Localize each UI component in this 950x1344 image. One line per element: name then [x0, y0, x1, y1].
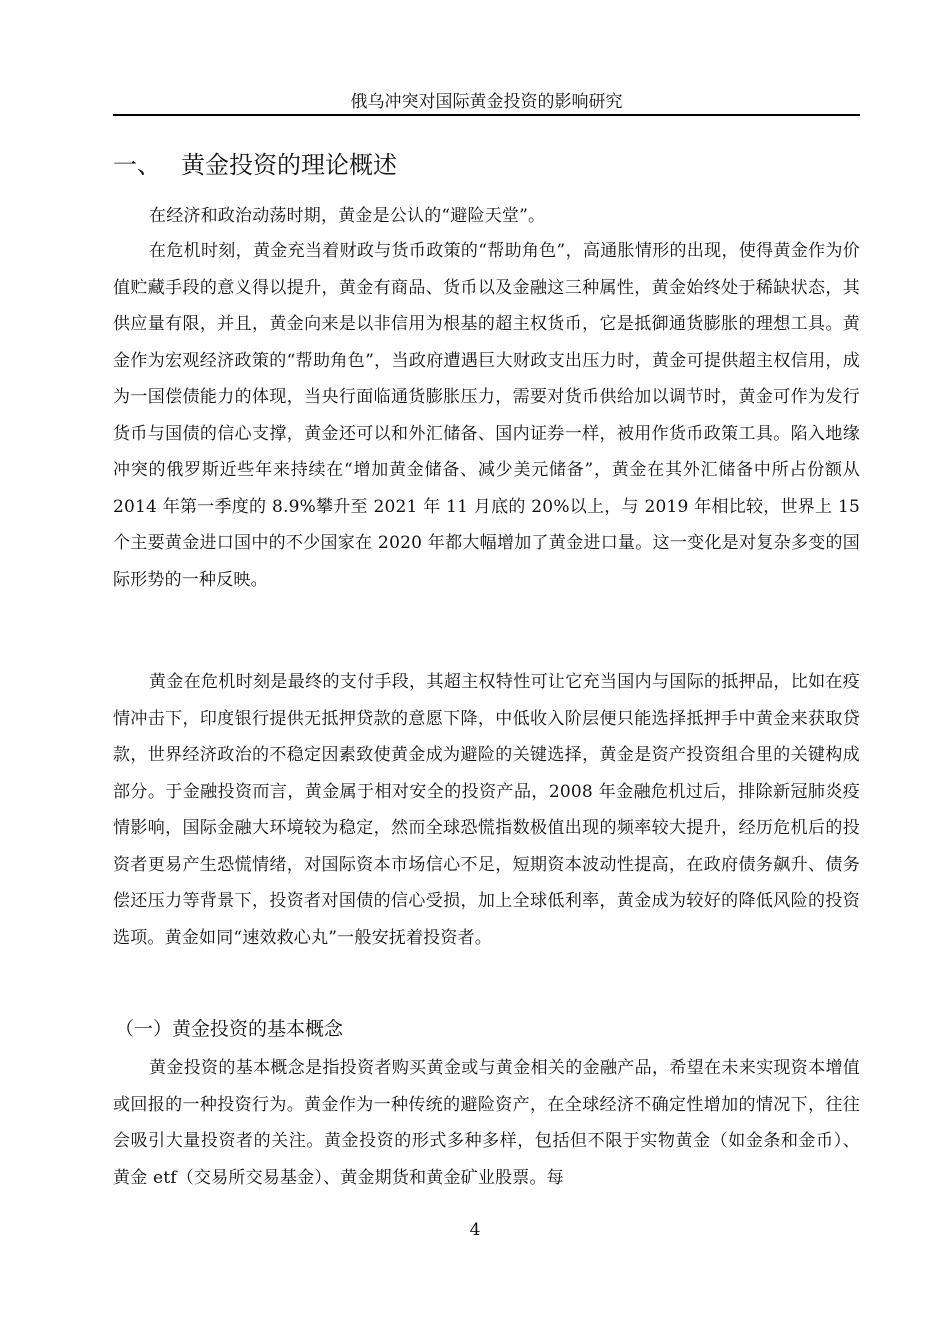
paragraph-4: 黄金投资的基本概念是指投资者购买黄金或与黄金相关的金融产品，希望在未来实现资本增值或回报的一种投资行为。黄金作为一种传统的避险资产，在全球经济不确定性增加的情况下，往往会吸引大量投资者的关注。黄金投资的形式多种多样，包括但不限于实物黄金（如金条和金币）、黄金 etf（交易所交易基金）、黄金期货和黄金矿业股票。每 — [113, 1058, 860, 1188]
paragraph-3: 黄金在危机时刻是最终的支付手段，其超主权特性可让它充当国内与国际的抵押品，比如在疫情冲击下，印度银行提供无抵押贷款的意愿下降，中低收入阶层便只能选择抵押手中黄金来获取贷款，世界经济政治的不稳定因素致使黄金成为避险的关键选择，黄金是资产投资组合里的关键构成部分。于金融投资而言，黄金属于相对安全的投资产品，2008 年金融危机过后，排除新冠肺炎疫情影响，国际金融大环境较为稳定，然而全球恐慌指数极值出现的频率较大提升，经历危机后的投资者更易产生恐慌情绪，对国际资本市场信心不足，短期资本波动性提高，在政府债务飙升、债务偿还压力等背景下，投资者对国债的信心受损，加上全球低利率，黄金成为较好的降低风险的投资选项。黄金如同“速效救心丸”一般安抚着投资者。 — [113, 672, 860, 948]
paragraph-2: 在危机时刻，黄金充当着财政与货币政策的“帮助角色”，高通胀情形的出现，使得黄金作为价值贮藏手段的意义得以提升，黄金有商品、货币以及金融这三种属性，黄金始终处于稀缺状态，其供应量有限，并且，黄金向来是以非信用为根基的超主权货币，它是抵御通货膨胀的理想工具。黄金作为宏观经济政策的“帮助角色”，当政府遭遇巨大财政支出压力时，黄金可提供超主权信用，成为一国偿债能力的体现，当央行面临通货膨胀压力，需要对货币供给加以调节时，黄金可作为发行货币与国债的信心支撑，黄金还可以和外汇储备、国内证券一样，被用作货币政策工具。陷入地缘冲突的俄罗斯近些年来持续在“增加黄金储备、减少美元储备”，黄金在其外汇储备中所占份额从 2014 年第一季度的 8.9%攀升至 2021 年 11 月底的 20%以上，与 2019 年相比较，世界上 15 个主要黄金进口国中的不少国家在 2020 年都大幅增加了黄金进口量。这一变化是对复杂多变的国际形势的一种反映。 — [113, 241, 860, 590]
page-number: 4 — [469, 1220, 481, 1240]
section-heading — [113, 148, 397, 182]
section-title: 黄金投资的理论概述 — [181, 151, 397, 179]
subsection-heading: （一）黄金投资的基本概念 — [115, 1018, 344, 1040]
section-number: 一、 — [113, 151, 161, 179]
running-header: 俄乌冲突对国际黄金投资的影响研究 — [350, 92, 623, 112]
header-rule — [113, 114, 860, 116]
paragraph-1: 在经济和政治动荡时期，黄金是公认的“避险天堂”。 — [149, 206, 546, 226]
